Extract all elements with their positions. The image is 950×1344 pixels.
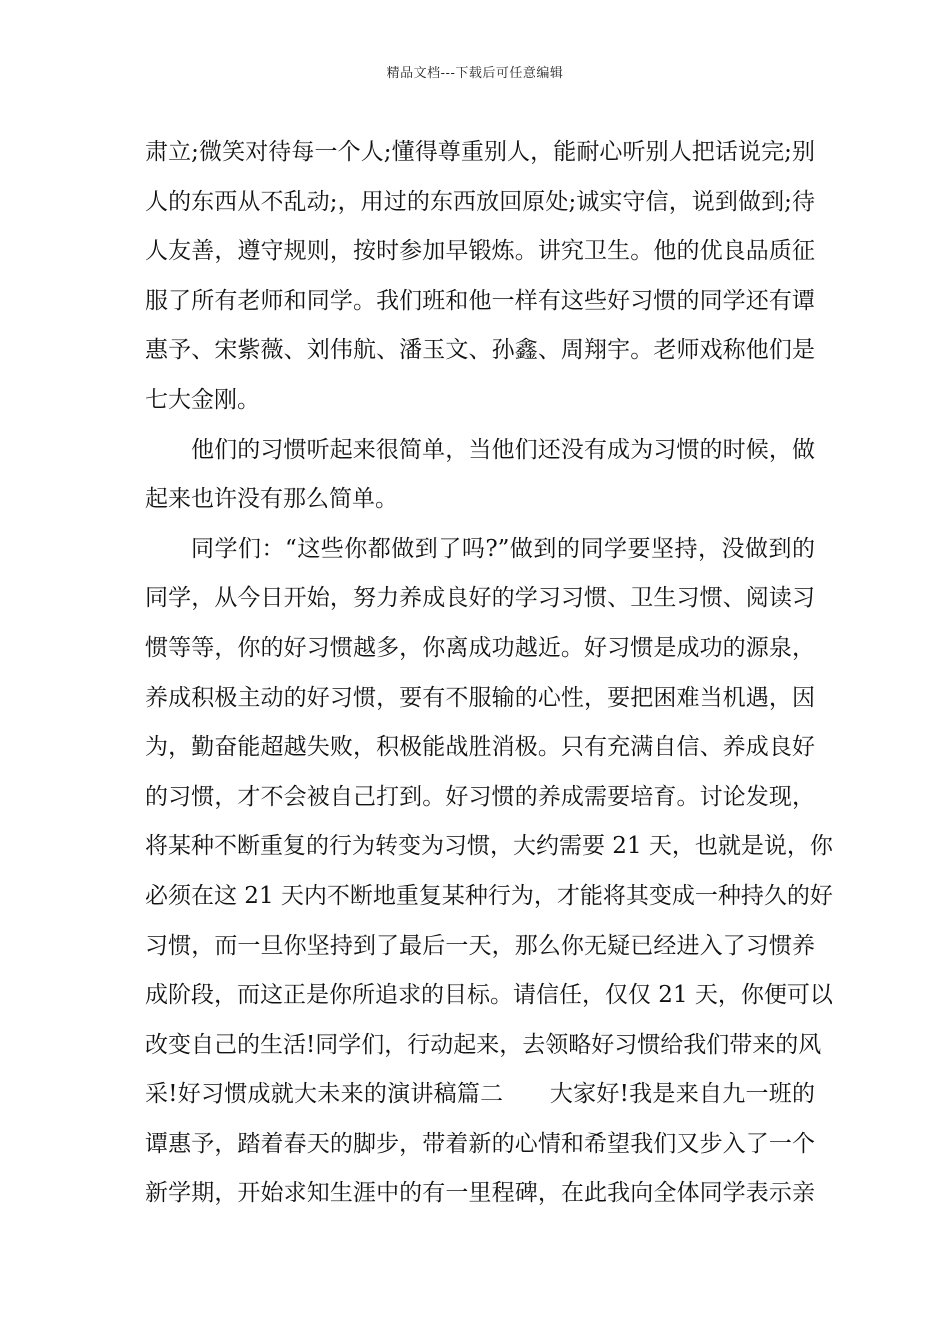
text-line: 同学，从今日开始，努力养成良好的学习习惯、卫生习惯、阅读习	[145, 585, 815, 612]
text-line: 的习惯，才不会被自己打到。好习惯的养成需要培育。讨论发现，	[145, 783, 815, 810]
text-line: 肃立;微笑对待每一个人;懂得尊重别人，能耐心听别人把话说完;别	[145, 139, 815, 165]
text-line: 养成积极主动的好习惯，要有不服输的心性，要把困难当机遇，因	[145, 684, 815, 711]
text-line: 习惯，而一旦你坚持到了最后一天，那么你无疑已经进入了习惯养	[145, 932, 815, 959]
text-line: 成阶段，而这正是你所追求的目标。请信任，仅仅 21 天，你便可以	[145, 982, 833, 1009]
page-header: 精品文档---下载后可任意编辑	[386, 66, 564, 81]
text-line: 谭惠予，踏着春天的脚步，带着新的心情和希望我们又步入了一个	[145, 1130, 815, 1157]
document-body	[145, 128, 833, 1219]
text-line: 惠予、宋紫薇、刘伟航、潘玉文、孙鑫、周翔宇。老师戏称他们是	[145, 337, 815, 364]
text-line: 新学期，开始求知生涯中的有一里程碑，在此我向全体同学表示亲	[145, 1180, 815, 1207]
paragraph-first-line: 同学们：“这些你都做到了吗?”做到的同学要坚持，没做到的	[191, 535, 815, 562]
text-line: 人的东西从不乱动;，用过的东西放回原处;诚实守信，说到做到;待	[145, 188, 815, 215]
text-line: 惯等等，你的好习惯越多，你离成功越近。好习惯是成功的源泉，	[145, 634, 815, 661]
text-line: 改变自己的生活!同学们，行动起来，去领略好习惯给我们带来的风	[145, 1031, 822, 1058]
text-line: 将某种不断重复的行为转变为习惯，大约需要 21 天，也就是说，你	[145, 833, 833, 860]
text-line: 服了所有老师和同学。我们班和他一样有这些好习惯的同学还有谭	[145, 287, 815, 314]
text-line: 为，勤奋能超越失败，积极能战胜消极。只有充满自信、养成良好	[145, 734, 815, 761]
text-line: 人友善，遵守规则，按时参加早锻炼。讲究卫生。他的优良品质征	[145, 238, 815, 265]
text-line: 起来也许没有那么简单。	[145, 486, 398, 513]
paragraph-first-line: 他们的习惯听起来很简单，当他们还没有成为习惯的时候，做	[191, 436, 815, 463]
text-line: 采!好习惯成就大未来的演讲稿篇二 大家好!我是来自九一班的	[145, 1081, 815, 1108]
text-line: 必须在这 21 天内不断地重复某种行为，才能将其变成一种持久的好	[145, 882, 833, 909]
text-line: 七大金刚。	[145, 386, 260, 413]
